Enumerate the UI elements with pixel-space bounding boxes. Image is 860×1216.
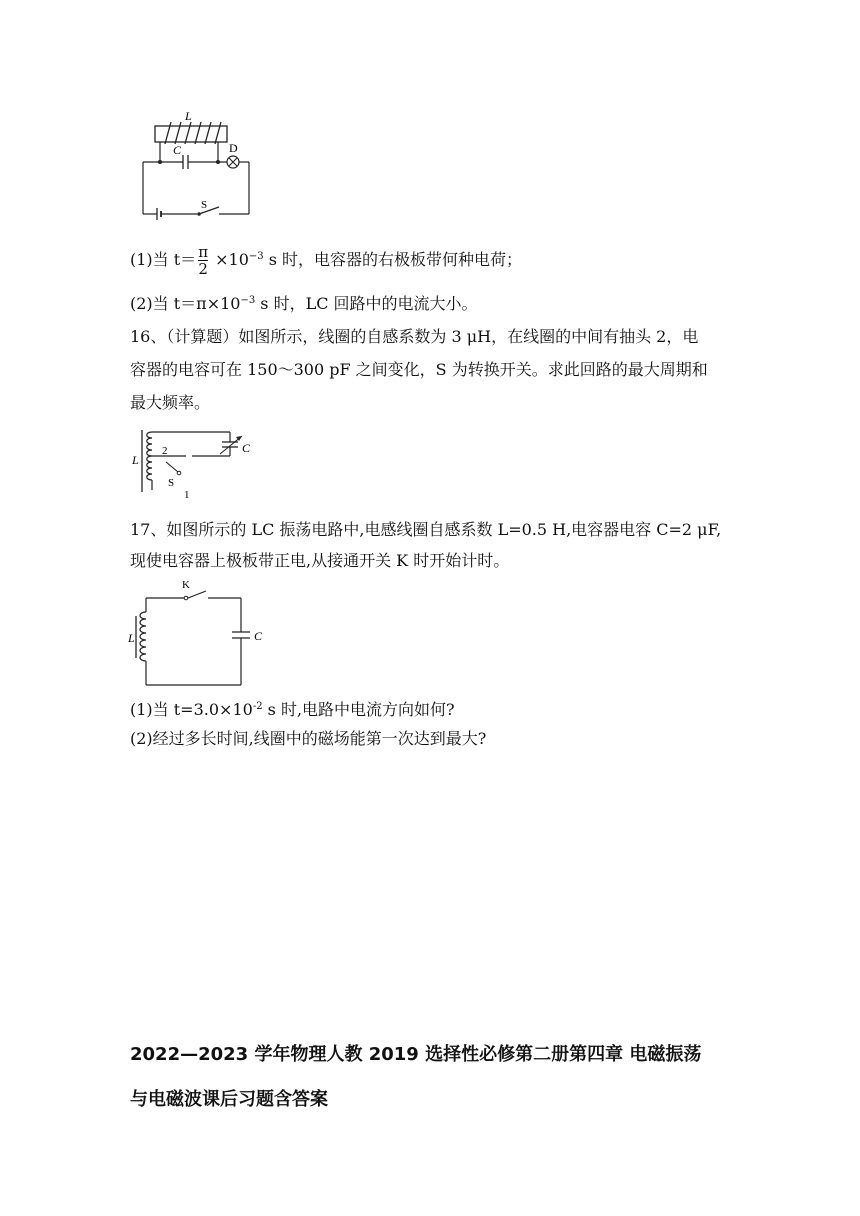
label-tap2: 2 — [162, 445, 168, 457]
q16-line1: 16、（计算题）如图所示，线圈的自感系数为 3 μH，在线圈的中间有抽头 2，电 — [130, 327, 699, 346]
label-K: K — [182, 579, 190, 591]
q17-line1: 17、如图所示的 LC 振荡电路中,电感线圈自感系数 L=0.5 H,电容器电容 C=2 μF, — [130, 520, 722, 539]
label-L: L — [128, 631, 135, 645]
circuit-figure-q16 — [130, 426, 260, 502]
label-L: L — [132, 453, 139, 467]
label-C: C — [242, 441, 251, 455]
fraction: $\frac{\pi}{2}$ — [198, 243, 209, 278]
q15-part1: (1)当 t＝ $\frac{\pi}{2}$ $\times 10^{-3}$ s 时，电容器的右极板带何种电荷； — [130, 243, 523, 278]
label-tap1: 1 — [184, 489, 190, 501]
label-D: D — [229, 141, 238, 155]
q16-line3: 最大频率。 — [130, 393, 211, 412]
label-C: C — [254, 629, 263, 643]
q16-line2: 容器的电容可在 150～300 pF 之间变化，S 为转换开关。求此回路的最大周期和 — [130, 360, 708, 379]
circuit-figure-q17 — [126, 576, 268, 690]
q17-line2: 现使电容器上极板带正电,从接通开关 K 时开始计时。 — [130, 551, 510, 570]
document-title-line1: 2022—2023 学年物理人教 2019 选择性必修第二册第四章 电磁振荡 — [130, 1044, 702, 1065]
q17-part1: (1)当 $t=3.0\times 10^{-2}$ s 时,电路中电流方向如何? — [130, 700, 455, 719]
circuit-figure-q15 — [135, 110, 260, 225]
label-C: C — [173, 143, 182, 157]
label-S: S — [201, 199, 208, 211]
label-S: S — [168, 477, 175, 489]
document-title-line2: 与电磁波课后习题含答案 — [130, 1089, 328, 1110]
q17-part2: (2)经过多长时间,线圈中的磁场能第一次达到最大? — [130, 729, 487, 748]
q15-part2: (2)当 $t=\pi\times 10^{-3}$ s 时，LC 回路中的电流大小。 — [130, 294, 478, 313]
label-L: L — [185, 110, 192, 123]
